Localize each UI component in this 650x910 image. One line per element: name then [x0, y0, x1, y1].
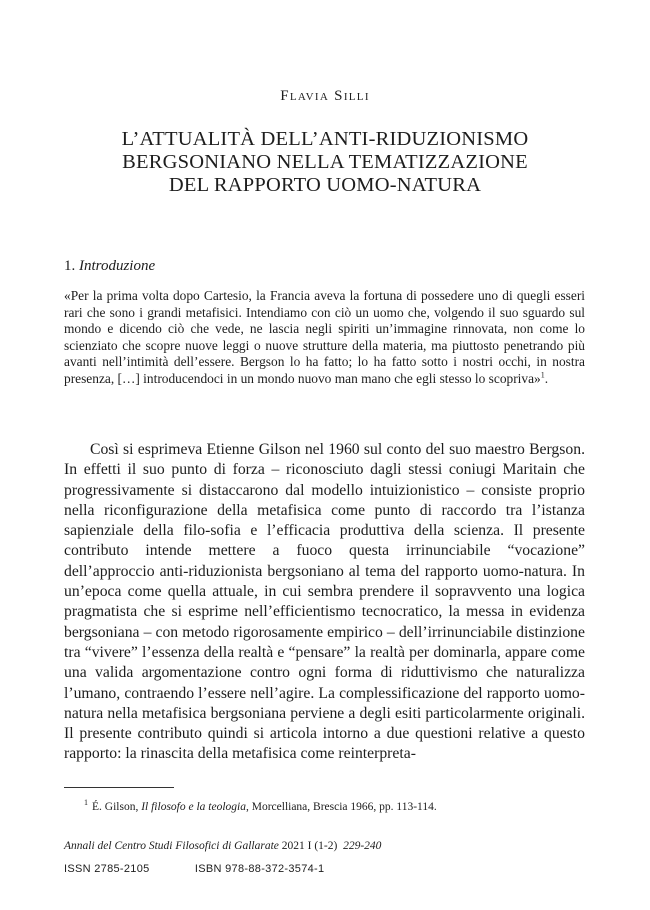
article-title [70, 128, 580, 197]
journal-name: Annali del Centro Studi Filosofici di Gallarate [64, 840, 279, 852]
section-heading [64, 258, 155, 275]
section-number: 1. [64, 258, 76, 274]
body-paragraph: Così si esprimeva Etienne Gilson nel 1960 sul conto del suo maestro Bergson. In effetti il suo punto di forza – riconosciuto dagli stessi coniugi Maritain che progressivamente si distaccarono dal modello intuizionistico – consiste proprio nella riconfigurazione della metafisica come punto di raccordo tra l’istanza sapienziale della filo-sofia e l’efficacia produttiva della scienza. Il presente contributo intende mettere a fuoco questa irrinunciabile “vocazione” dell’approccio anti-riduzionista bergsoniano al tema del rapporto uomo-natura. In un’epoca come quella attuale, in cui sembra prendere il sopravvento una logica pragmatista che si esprime nell’efficientismo tecnocratico, la messa in evidenza bergsoniana – con metodo rigorosamente empirico – dell’irrinunciabile distinzione tra “vivere” l’essenza della realtà e “pensare” la realtà per dominarla, appare come una valida argomentazione contro ogni forma di riduttivismo che naturalizza l’umano, contraendo l’essere nell’agire. La complessificazione del rapporto uomo-natura nella metafisica bergsoniana perviene a degli esiti particolarmente originali. Il presente contributo quindi si articola intorno a due questioni relative a questo rapporto: la rinascita della metafisica come reinterpreta- [64, 441, 585, 763]
isbn: ISBN 978-88-372-3574-1 [194, 863, 325, 875]
journal-citation [64, 840, 381, 852]
footnote-author: É. Gilson, [92, 800, 139, 813]
journal-issue: 2021 I (1-2) [281, 840, 338, 852]
footnote-divider [64, 787, 174, 788]
quote-end: . [544, 370, 549, 386]
epigraph-quote [64, 288, 585, 387]
title-line: L’ATTUALITÀ DELL’ANTI-RIDUZIONISMO [121, 128, 529, 150]
footnote-reference[interactable]: 1 [540, 370, 545, 380]
journal-pages: 229-240 [343, 840, 382, 852]
quote-text: «Per la prima volta dopo Cartesio, la Francia aveva la fortuna di possedere uno di quegli esseri rari che sono i grandi metafisici. Intendiamo con ciò un uomo che, volgendo il suo sguardo sul mondo e dicendo ciò che vede, ne lascia negli spiriti un’immagine rinnovata, non come lo scienziato che scopre nuove leggi o nuove strutture della materia, ma piuttosto penetrando più avanti nell’intimità dell’essere. Bergson lo ha fatto; lo ha fatto sotto i nostri occhi, in nostra presenza, […] introducendoci in un mondo nuovo man mano che egli stesso lo scopriva» [64, 288, 585, 386]
footnote-number: 1 [84, 798, 88, 807]
identifiers-row [64, 863, 324, 875]
footnote [84, 796, 437, 814]
footnote-work-title: Il filosofo e la teologia [141, 800, 246, 813]
title-line: DEL RAPPORTO UOMO-NATURA [168, 174, 482, 196]
title-line: BERGSONIANO NELLA TEMATIZZAZIONE [122, 151, 528, 173]
footnote-details: , Morcelliana, Brescia 1966, pp. 113-114. [245, 800, 437, 813]
issn: ISSN 2785-2105 [64, 863, 150, 875]
author-name: Flavia Silli [280, 88, 370, 104]
section-title: Introduzione [79, 258, 156, 274]
